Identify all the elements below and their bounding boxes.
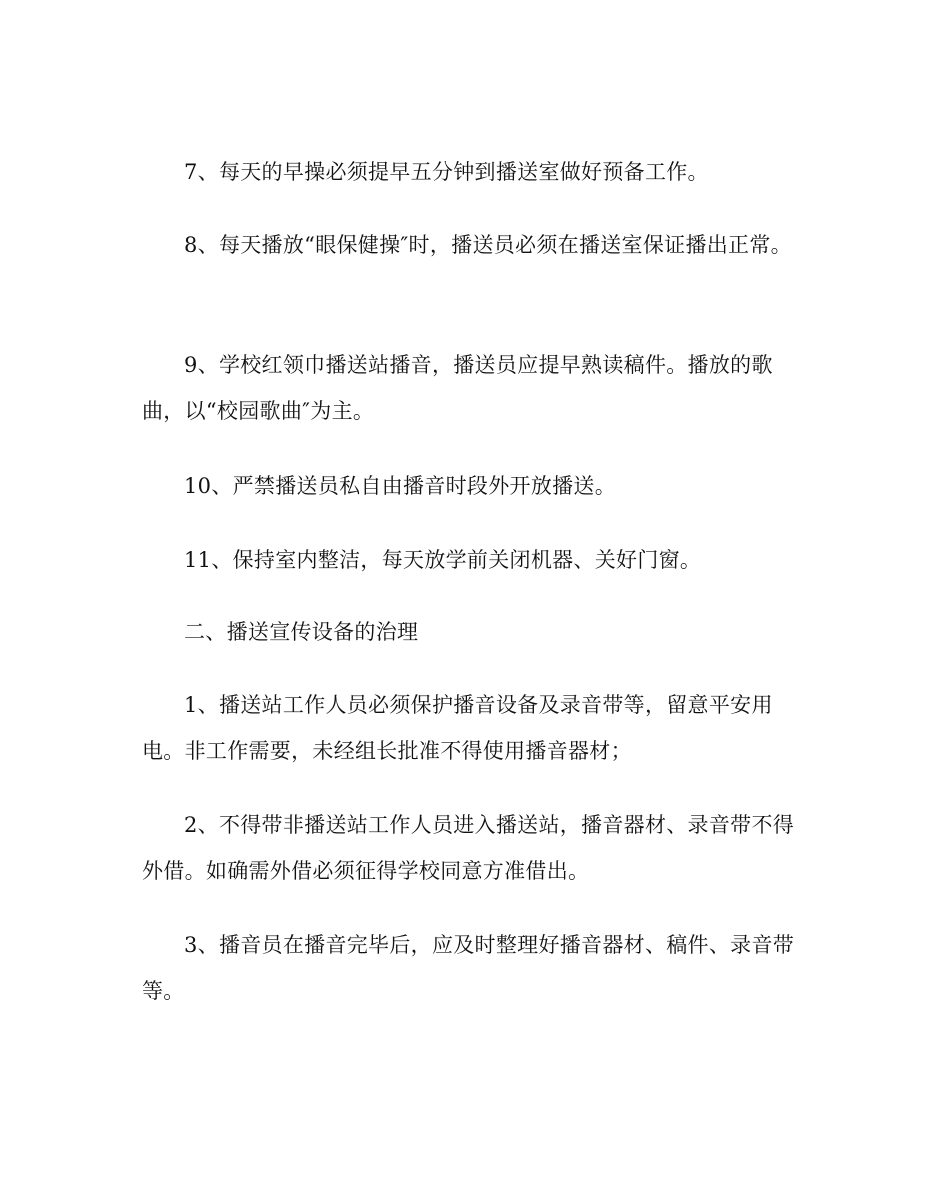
paragraph-7: 7、每天的早操必须提早五分钟到播送室做好预备工作。: [184, 160, 709, 184]
paragraph-equipment-2: 2、不得带非播送站工作人员进入播送站，播音器材、录音带不得外借。如确需外借必须征得学校同意方准借出。: [142, 813, 795, 883]
section-heading-equipment-management: 二、播送宣传设备的治理: [184, 620, 419, 644]
paragraph-11: 11、保持室内整洁，每天放学前关闭机器、关好门窗。: [184, 548, 702, 572]
paragraph-9: 9、学校红领巾播送站播音，播送员应提早熟读稿件。播放的歌曲，以“校园歌曲″为主。: [142, 353, 773, 423]
paragraph-equipment-3: 3、播音员在播音完毕后，应及时整理好播音器材、稿件、录音带等。: [142, 933, 795, 1003]
paragraph-10: 10、严禁播送员私自由播音时段外开放播送。: [184, 474, 617, 498]
paragraph-equipment-1: 1、播送站工作人员必须保护播音设备及录音带等，留意平安用电。非工作需要，未经组长批准不得使用播音器材；: [142, 693, 773, 763]
paragraph-8: 8、每天播放“眼保健操″时，播送员必须在播送室保证播出正常。: [184, 233, 792, 257]
